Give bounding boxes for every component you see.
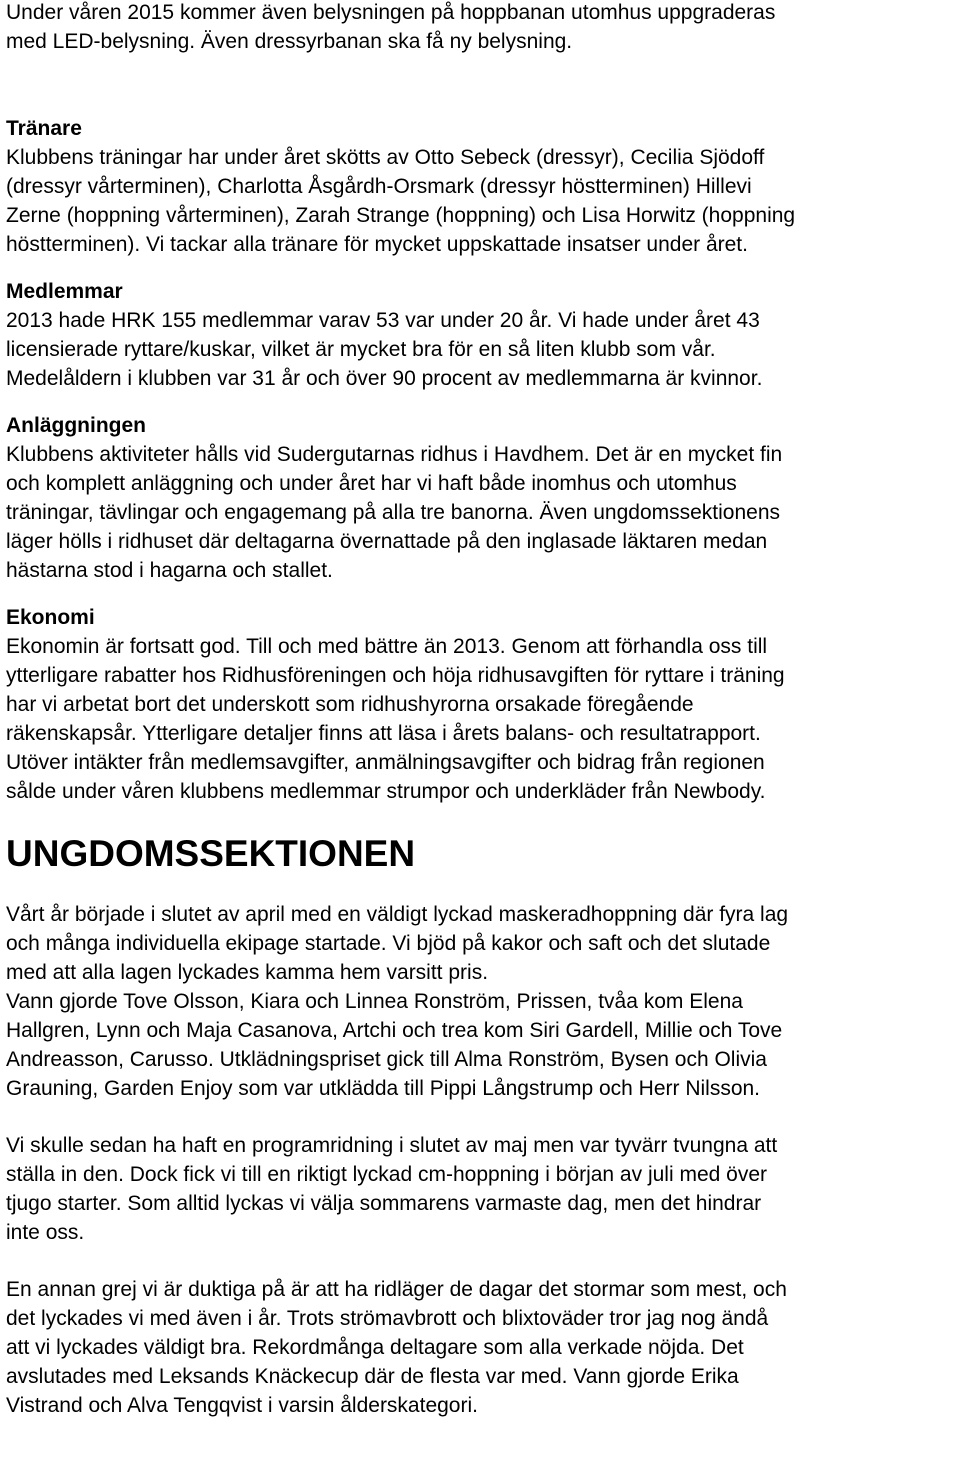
anlaggningen-paragraph: Klubbens aktiviteter hålls vid Sudergutarnas ridhus i Havdhem. Det är en mycket fin och komplett anläggning och under året har vi haft både inomhus och utomhus träningar, tävlingar och engagemang på alla tre banorna. Även ungdomssektionens läger hölls i ridhuset där deltagarna övernattade på den inglasade läktaren medan hästarna stod i hagarna och stallet. (6, 443, 783, 582)
ekonomi-paragraph: Ekonomin är fortsatt god. Till och med bättre än 2013. Genom att förhandla oss till ytterligare rabatter hos Ridhusföreningen och höja ridhusavgiften för ryttare i träning har vi arbetat bort det underskott som ridhushyrorna orsakade föregående räkenskapsår. Ytterligare detaljer finns att läsa i årets balans- och resultatrapport. Utöver intäkter från medlemsavgifter, anmälningsavgifter och bidrag från regionen sålde under våren klubbens medlemmar strumpor och underkläder från Newbody. (6, 635, 785, 803)
ungdom-paragraph-3: En annan grej vi är duktiga på är att ha ridläger de dagar det stormar som mest, och det lyckades vi med även i år. Trots strömavbrott och blixtoväder tror jag nog ändå att vi lyckades väldigt bra. Rekordmånga deltagare som alla verkade nöjda. Det avslutades med Leksands Knäckecup där de flesta var med. Vann gjorde Erika Vistrand och Alva Tengqvist i varsin ålderskategori. (6, 1278, 787, 1417)
ungdom-paragraph-2: Vi skulle sedan ha haft en programridning i slutet av maj men var tyvärr tvungna att ställa in den. Dock fick vi till en riktigt lyckad cm-hoppning i början av juli med över tjugo starter. Som alltid lyckas vi välja sommarens varmaste dag, men det hindrar inte oss. (6, 1134, 778, 1244)
medlemmar-heading: Medlemmar (6, 280, 123, 303)
anlaggningen-heading: Anläggningen (6, 414, 146, 437)
ungdomssektionen-heading: UNGDOMSSEKTIONEN (6, 833, 416, 874)
document-page (6, 0, 954, 1420)
intro-paragraph: Under våren 2015 kommer även belysningen på hoppbanan utomhus uppgraderas med LED-belysning. Även dressyrbanan ska få ny belysning. (6, 1, 776, 53)
ekonomi-heading: Ekonomi (6, 606, 95, 629)
tranare-heading: Tränare (6, 117, 82, 140)
ungdom-paragraph-1: Vårt år började i slutet av april med en väldigt lyckad maskeradhoppning där fyra lag och många individuella ekipage startade. Vi bjöd på kakor och saft och det slutade med att alla lagen lyckades kamma hem varsitt pris. Vann gjorde Tove Olsson, Kiara och Linnea Ronström, Prissen, tvåa kom Elena Hallgren, Lynn och Maja Casanova, Artchi och trea kom Siri Gardell, Millie och Tove Andreasson, Carusso. Utklädningspriset gick till Alma Ronström, Bysen och Olivia Grauning, Garden Enjoy som var utklädda till Pippi Långstrump och Herr Nilsson. (6, 903, 789, 1100)
tranare-paragraph: Klubbens träningar har under året skötts av Otto Sebeck (dressyr), Cecilia Sjödoff (dressyr vårterminen), Charlotta Åsgårdh-Orsmark (dressyr höstterminen) Hillevi Zerne (hoppning vårterminen), Zarah Strange (hoppning) och Lisa Horwitz (hoppning höstterminen). Vi tackar alla tränare för mycket uppskattade insatser under året. (6, 146, 796, 256)
medlemmar-paragraph: 2013 hade HRK 155 medlemmar varav 53 var under 20 år. Vi hade under året 43 licensierade ryttare/kuskar, vilket är mycket bra för en så liten klubb som vår. Medelåldern i klubben var 31 år och över 90 procent av medlemmarna är kvinnor. (6, 309, 763, 390)
